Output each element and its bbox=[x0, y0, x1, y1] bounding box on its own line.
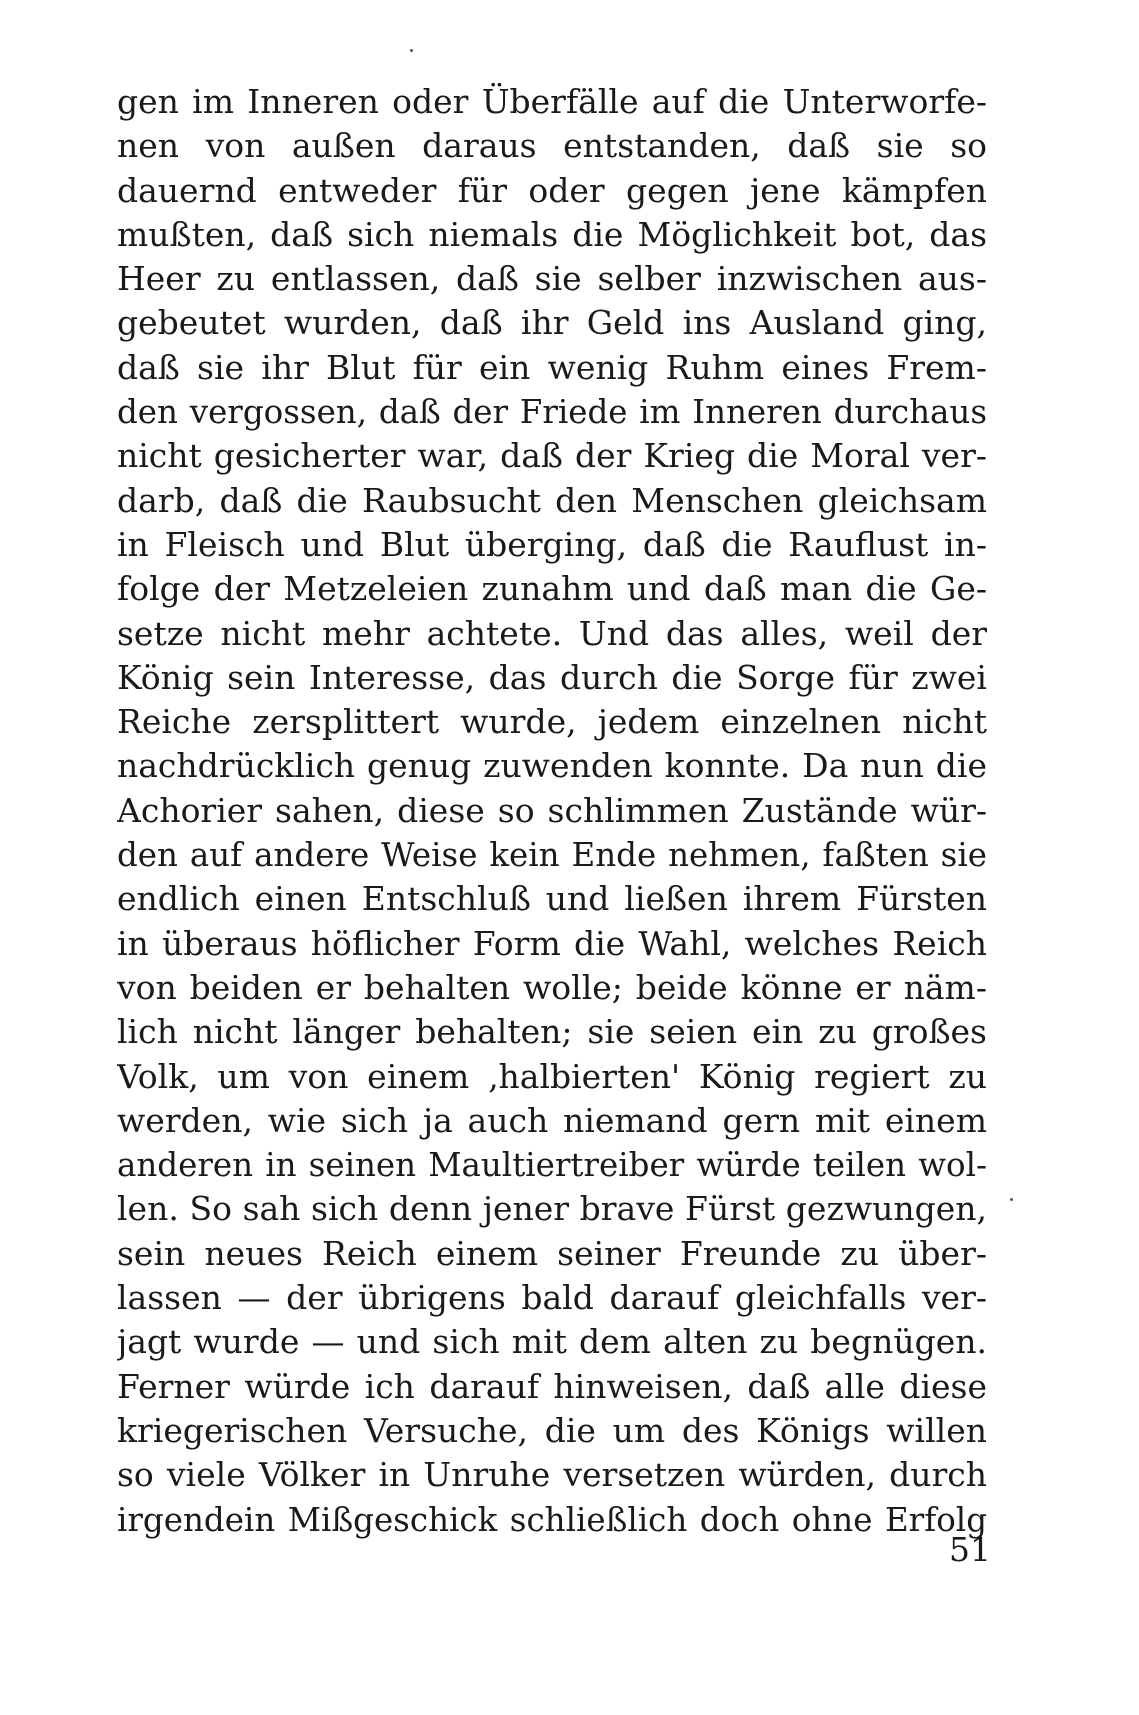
text-line: Heer zu entlassen, daß sie selber inzwischen aus- bbox=[117, 259, 987, 299]
text-line: werden, wie sich ja auch niemand gern mit einem bbox=[117, 1100, 987, 1140]
text-line: Achorier sahen, diese so schlimmen Zustände wür- bbox=[117, 790, 987, 830]
ink-speck bbox=[1010, 1198, 1013, 1201]
text-line: anderen in seinen Maultiertreiber würde teilen wol- bbox=[117, 1146, 987, 1185]
text-line: Ferner würde ich darauf hinweisen, daß alle diese bbox=[117, 1366, 987, 1406]
text-line: den vergossen, daß der Friede im Inneren durchaus bbox=[117, 393, 987, 432]
text-line: den auf andere Weise kein Ende nehmen, faßten sie bbox=[117, 836, 987, 875]
text-line: nen von außen daraus entstanden, daß sie so bbox=[117, 126, 987, 166]
text-line: darb, daß die Raubsucht den Menschen gleichsam bbox=[117, 480, 987, 520]
text-line: in überaus höflicher Form die Wahl, welches Reich bbox=[117, 923, 987, 963]
text-line: gen im Inneren oder Überfälle auf die Unterworfe- bbox=[117, 82, 987, 121]
text-line: kriegerischen Versuche, die um des Königs willen bbox=[117, 1410, 987, 1450]
text-line: von beiden er behalten wolle; beide könne er näm- bbox=[117, 967, 987, 1007]
text-line: lich nicht länger behalten; sie seien ein zu großes bbox=[117, 1012, 987, 1052]
text-line: König sein Interesse, das durch die Sorge für zwei bbox=[117, 657, 987, 697]
body-text bbox=[117, 80, 987, 1542]
text-line: gebeutet wurden, daß ihr Geld ins Ausland ging, bbox=[117, 303, 987, 343]
text-line: mußten, daß sich niemals die Möglichkeit bot, das bbox=[117, 214, 987, 254]
page-number: 51 bbox=[949, 1530, 991, 1569]
text-line: len. So sah sich denn jener brave Fürst gezwungen, bbox=[117, 1189, 987, 1229]
text-line: nicht gesicherter war, daß der Krieg die Moral ver- bbox=[117, 436, 987, 476]
text-line: so viele Völker in Unruhe versetzen würden, durch bbox=[117, 1455, 987, 1495]
ink-speck bbox=[410, 49, 413, 52]
text-line: endlich einen Entschluß und ließen ihrem Fürsten bbox=[117, 879, 987, 919]
text-line: Volk, um von einem ‚halbierten' König regiert zu bbox=[117, 1056, 987, 1096]
text-line: dauernd entweder für oder gegen jene kämpfen bbox=[117, 170, 987, 210]
text-line: lassen — der übrigens bald darauf gleichfalls ver- bbox=[117, 1278, 987, 1318]
text-line: folge der Metzeleien zunahm und daß man die Ge- bbox=[117, 569, 987, 609]
text-line: Reiche zersplittert wurde, jedem einzelnen nicht bbox=[117, 702, 987, 742]
text-line: daß sie ihr Blut für ein wenig Ruhm eines Frem- bbox=[117, 347, 987, 387]
text-line: nachdrücklich genug zuwenden konnte. Da nun die bbox=[117, 746, 987, 786]
text-line: sein neues Reich einem seiner Freunde zu über- bbox=[117, 1233, 987, 1273]
text-line: in Fleisch und Blut überging, daß die Rauflust in- bbox=[117, 524, 987, 564]
text-line: jagt wurde — und sich mit dem alten zu begnügen. bbox=[117, 1322, 987, 1362]
text-line: irgendein Mißgeschick schließlich doch ohne Erfolg bbox=[117, 1500, 987, 1539]
text-line: setze nicht mehr achtete. Und das alles, weil der bbox=[117, 613, 987, 653]
